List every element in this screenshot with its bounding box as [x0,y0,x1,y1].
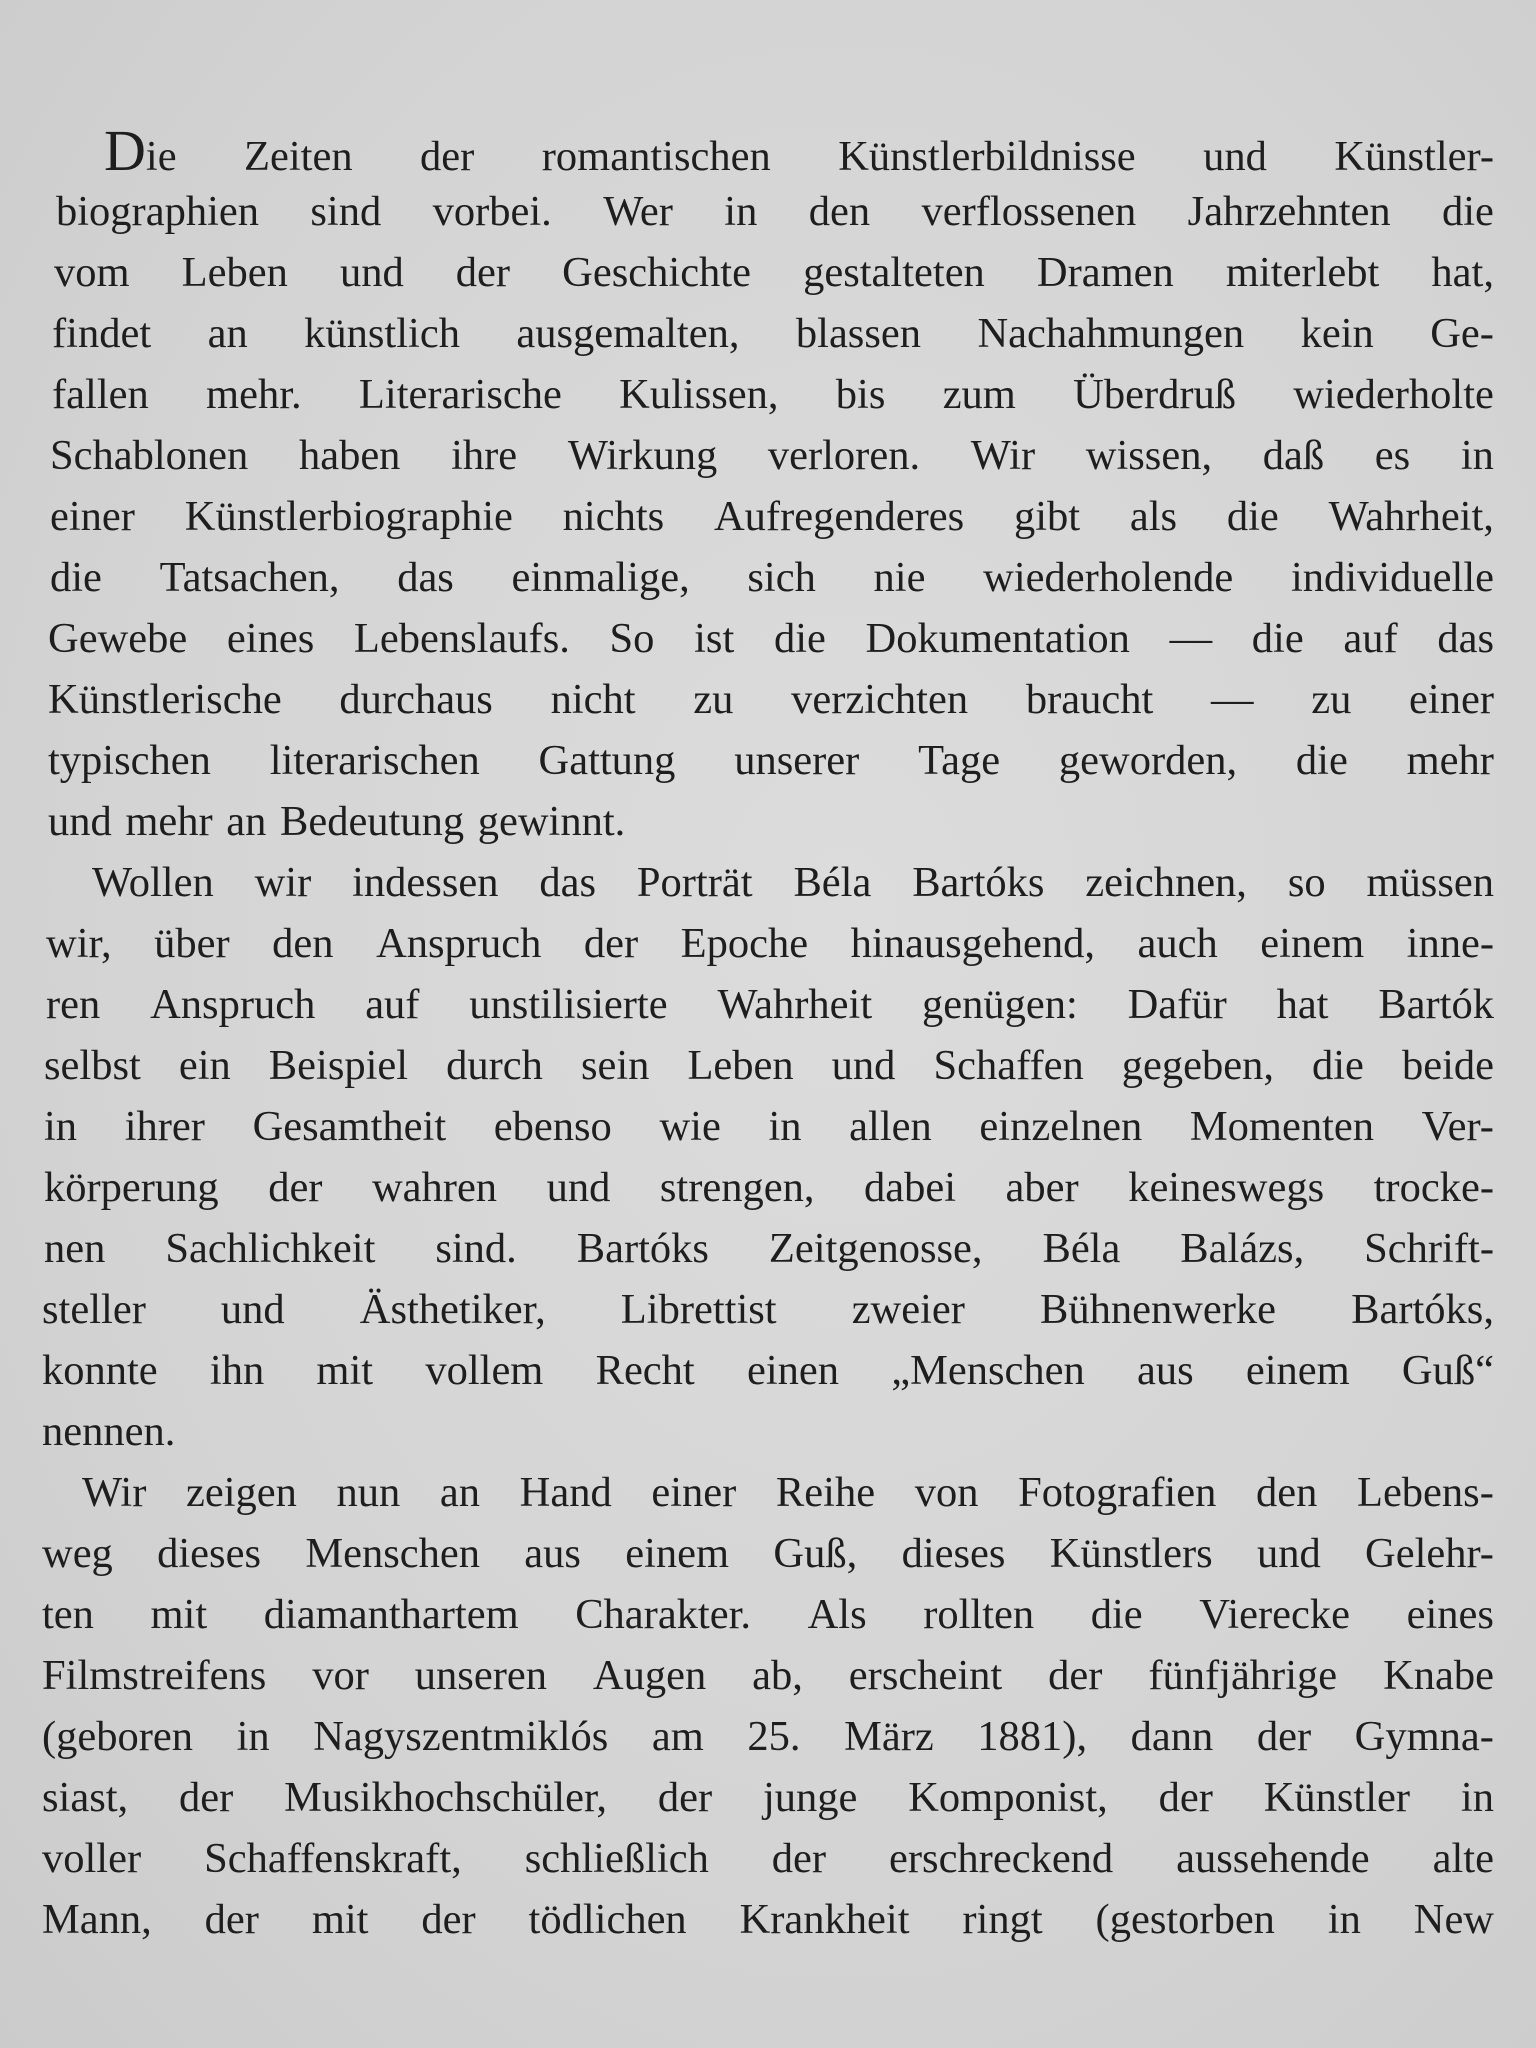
word: der [204,1896,259,1943]
word: mit [150,1591,208,1638]
text-line [42,1035,1494,1096]
word: so [1287,859,1326,906]
word: und [48,798,112,845]
word: zweier [851,1286,965,1333]
word: Menschen [305,1530,480,1577]
word: romantischen [541,133,771,180]
word: Guß, [773,1530,858,1577]
text-line [42,303,1494,364]
word: Momenten [1189,1103,1375,1150]
word: und [1256,1530,1321,1577]
word: das [539,859,597,906]
word: ihn [209,1347,265,1394]
word: siast, [42,1774,129,1821]
word: müssen [1366,859,1494,906]
word: blassen [795,310,922,357]
word: So [609,615,655,662]
word: Künstler [1263,1774,1411,1821]
word: Wahrheit [717,981,873,1028]
word: einen [746,1347,839,1394]
word: Mann, [42,1896,152,1943]
text-line [42,1523,1494,1584]
word: der [421,1896,476,1943]
word: sind [310,188,382,235]
text-line [42,425,1494,486]
word: Künstlers [1049,1530,1213,1577]
word: unserer [734,737,860,784]
word: Gesamtheit [252,1103,447,1150]
word: auf [365,981,420,1028]
word: mehr [125,798,213,845]
word: in [236,1713,270,1760]
word: ab, [752,1652,803,1699]
word: Wir [970,432,1036,479]
word: in [768,1103,802,1150]
word: Fotografien [1018,1469,1217,1516]
word: Jahrzehnten [1187,188,1391,235]
word: Geschichte [562,249,751,296]
text-line [42,974,1494,1035]
word: geworden, [1058,737,1238,784]
word: aussehende [1176,1835,1370,1882]
word: wir, [46,920,112,967]
word: ein [178,1042,231,1089]
word: einzelnen [979,1103,1143,1150]
word: unstilisierte [469,981,668,1028]
word: dann [1130,1713,1214,1760]
word: alte [1432,1835,1494,1882]
word: nie [873,554,926,601]
word: Bühnenwerke [1040,1286,1277,1333]
word: Künstlerbiographie [184,493,513,540]
word: erschreckend [889,1835,1114,1882]
text-line [42,669,1494,730]
word: mit [316,1347,374,1394]
word: konnte [42,1347,158,1394]
word: 1881), [977,1713,1088,1760]
word: Tage [918,737,1001,784]
word: Schaffen [933,1042,1084,1089]
text-line [42,1340,1494,1401]
word: braucht [1025,676,1154,723]
word: der [1256,1713,1312,1760]
text-line [42,1096,1494,1157]
word: die [1312,1042,1364,1089]
word: Beispiel [268,1042,409,1089]
word: verzichten [791,676,969,723]
word: mehr. [206,371,302,418]
word: die [50,554,102,601]
word: die [1226,493,1279,540]
word: durchaus [339,676,493,723]
word: vollem [425,1347,544,1394]
word: kein [1300,310,1374,357]
word: zeigen [186,1469,297,1516]
word: Ästhetiker, [359,1286,546,1333]
word: sein [580,1042,650,1089]
paragraph [42,1462,1494,1950]
word: Künstlerbildnisse [838,133,1136,180]
word: inne- [1406,920,1494,967]
word: Wirkung [567,432,718,479]
word: Vierecke [1199,1591,1351,1638]
word: tödlichen [528,1896,687,1943]
word: Dramen [1036,249,1174,296]
text-column [42,120,1494,1950]
word: vor [312,1652,369,1699]
word: einmalige, [511,554,690,601]
word: diamanthartem [263,1591,519,1638]
word: haben [298,432,401,479]
word: miterlebt [1225,249,1380,296]
word: zu [1311,676,1352,723]
word: individuelle [1290,554,1494,601]
word: Ver- [1421,1103,1494,1150]
word: aus [524,1530,581,1577]
word: der [583,920,639,967]
word: 25. [747,1713,801,1760]
text-line [42,120,1494,181]
word: Gewebe [48,615,188,662]
word: die [1295,737,1348,784]
word: der [657,1774,713,1821]
paragraph [42,852,1494,1462]
word: Lebenslaufs. [353,615,570,662]
word: gibt [1013,493,1081,540]
word: Komponist, [908,1774,1108,1821]
text-line [42,364,1494,425]
word: Aufregenderes [713,493,965,540]
word: hat [1276,981,1329,1028]
text-line [42,1828,1494,1889]
word: Dokumentation [865,615,1130,662]
text-line [42,547,1494,608]
word: Anspruch [150,981,316,1028]
text-line [42,1279,1494,1340]
word: schließlich [524,1835,709,1882]
word: es [1374,432,1411,479]
word: und [220,1286,285,1333]
word: New [1413,1896,1494,1943]
word: einer [1409,676,1494,723]
word: der [771,1835,827,1882]
word: trocke- [1373,1164,1494,1211]
word: Knabe [1383,1652,1494,1699]
word: genügen: [921,981,1078,1028]
word: Anspruch [376,920,542,967]
word: Schaffenskraft, [204,1835,462,1882]
word: (geboren [42,1713,194,1760]
word: der [179,1774,234,1821]
word: Reihe [775,1469,876,1516]
word: literarischen [269,737,480,784]
word: hinausgehend, [850,920,1095,967]
word: Epoche [680,920,809,967]
text-line [42,1584,1494,1645]
text-line [42,1767,1494,1828]
word: wissen, [1085,432,1213,479]
word: gestalteten [803,249,985,296]
word: unseren [414,1652,547,1699]
word: am [651,1713,704,1760]
word: wahren [371,1164,498,1211]
word: von [914,1469,979,1516]
word: körperung [44,1164,219,1211]
word: Krankheit [739,1896,910,1943]
word: vom [54,249,130,296]
word: strengen, [659,1164,815,1211]
word: ten [42,1591,94,1638]
word: das [1437,615,1494,662]
word: Bartóks, [1351,1286,1494,1333]
word: der [1158,1774,1213,1821]
word: Bartóks [912,859,1045,906]
word: biographien [56,188,259,235]
word: nen [44,1225,106,1272]
word: zeichnen, [1085,859,1247,906]
word: Gymna- [1354,1713,1494,1760]
word: einem [1260,920,1365,967]
word: Künstlerische [48,676,282,723]
word: eines [1406,1591,1494,1638]
word: das [397,554,454,601]
word: gewinnt. [477,798,626,845]
text-line [42,608,1494,669]
word: Guß“ [1401,1347,1494,1394]
word: ringt [962,1896,1043,1943]
word: dieses [901,1530,1006,1577]
word: einem [625,1530,730,1577]
word: Porträt [636,859,753,906]
word: Béla [793,859,872,906]
word: Wer [603,188,673,235]
word: ihre [451,432,518,479]
word: Überdruß [1073,371,1237,418]
word: allen [849,1103,932,1150]
word: „Menschen [891,1347,1085,1394]
word: ebenso [493,1103,612,1150]
word: März [844,1713,934,1760]
word: Die [104,118,177,183]
word: aber [1005,1164,1079,1211]
word: an [439,1469,481,1516]
word: Schrift- [1364,1225,1494,1272]
word: mit [311,1896,369,1943]
word: mehr [1406,737,1494,784]
word: Kulissen, [619,371,779,418]
word: ausgemalten, [516,310,740,357]
word: und [546,1164,611,1211]
word: an [207,310,248,357]
word: nichts [562,493,665,540]
word: Gelehr- [1365,1530,1494,1577]
word: auf [1343,615,1398,662]
word: Bedeutung [279,798,465,845]
word: wiederholende [983,554,1234,601]
word: Filmstreifens [42,1652,267,1699]
word: in [1460,1774,1494,1821]
word: dabei [863,1164,957,1211]
word: vorbei. [432,188,552,235]
word: Lebens- [1356,1469,1494,1516]
word: wie [659,1103,721,1150]
word: fünfjährige [1148,1652,1338,1699]
word: Hand [519,1469,612,1516]
word: Sachlichkeit [165,1225,376,1272]
word: findet [52,310,152,357]
word: Zeitgenosse, [768,1225,983,1272]
word: ist [694,615,735,662]
word: steller [42,1286,146,1333]
text-line [42,1645,1494,1706]
word: bis [835,371,886,418]
word: nun [336,1469,401,1516]
text-line [42,1157,1494,1218]
word: fallen [52,371,149,418]
word: Zeiten [244,133,353,180]
word: die [1090,1591,1143,1638]
word: Leben [687,1042,794,1089]
word: in [1460,432,1494,479]
word: auch [1137,920,1218,967]
word: — [1169,615,1213,662]
word: einer [50,493,135,540]
word: die [1251,615,1304,662]
word: verloren. [767,432,921,479]
word: voller [42,1835,142,1882]
text-line [42,181,1494,242]
word: sind. [435,1225,517,1272]
word: sich [747,554,816,601]
word: Charakter. [575,1591,752,1638]
word: der [455,249,511,296]
word: junge [762,1774,858,1821]
word: weg [42,1530,113,1577]
text-line [42,1889,1494,1950]
word: Nachahmungen [977,310,1245,357]
text-line [42,1218,1494,1279]
text-line [42,913,1494,974]
word: durch [446,1042,543,1089]
word: Gattung [538,737,676,784]
word: einem [1245,1347,1350,1394]
word: den [808,188,871,235]
word: beide [1401,1042,1494,1089]
word: Wahrheit, [1328,493,1494,540]
word: hat, [1431,249,1494,296]
word: wiederholte [1293,371,1494,418]
word: Wir [82,1469,147,1516]
text-line [42,791,1494,852]
text-line [42,1401,1494,1462]
word: in [724,188,758,235]
word: Librettist [620,1286,777,1333]
word: in [44,1103,78,1150]
word: erscheint [848,1652,1003,1699]
word: der [420,133,475,180]
word: Schablonen [50,432,249,479]
word: Musikhochschüler, [284,1774,608,1821]
word: zu [693,676,734,723]
word: künstlich [304,310,460,357]
text-line [42,852,1494,913]
word: eines [226,615,315,662]
word: Künstler- [1334,133,1494,180]
word: über [154,920,230,967]
word: den [1255,1469,1318,1516]
word: zum [942,371,1016,418]
word: verflossenen [921,188,1137,235]
word: aus [1136,1347,1194,1394]
word: indessen [352,859,499,906]
word: selbst [44,1042,141,1089]
word: Recht [595,1347,695,1394]
word: (gestorben [1095,1896,1275,1943]
word: und [831,1042,896,1089]
word: Literarische [358,371,562,418]
text-line [42,486,1494,547]
word: die [773,615,826,662]
text-line [42,1706,1494,1767]
text-line [42,1462,1494,1523]
word: Nagyszentmiklós [313,1713,609,1760]
word: ren [46,981,101,1028]
word: an [226,798,267,845]
word: Balázs, [1180,1225,1305,1272]
word: Leben [181,249,288,296]
word: der [268,1164,323,1211]
word: dieses [157,1530,261,1577]
word: der [1048,1652,1103,1699]
word: als [1129,493,1178,540]
word: ihrer [124,1103,205,1150]
word: Bartóks [576,1225,709,1272]
word: Tatsachen, [159,554,340,601]
word: rollten [923,1591,1035,1638]
text-line [42,730,1494,791]
word: den [272,920,334,967]
paragraph [42,120,1494,852]
word: daß [1262,432,1325,479]
word: Ge- [1430,310,1494,357]
word: in [1327,1896,1361,1943]
word: und [1203,133,1267,180]
word: Bartók [1378,981,1494,1028]
word: wir [254,859,312,906]
word: typischen [48,737,211,784]
word: Wollen [92,859,214,906]
word: nennen. [42,1408,176,1455]
word: Dafür [1127,981,1227,1028]
word: Augen [592,1652,707,1699]
word: Béla [1042,1225,1121,1272]
word: — [1210,676,1254,723]
word: gegeben, [1121,1042,1274,1089]
word: einer [651,1469,737,1516]
word: nicht [550,676,636,723]
word: die [1442,188,1494,235]
word: Als [807,1591,867,1638]
word: und [339,249,404,296]
text-line [42,242,1494,303]
word: keineswegs [1128,1164,1325,1211]
